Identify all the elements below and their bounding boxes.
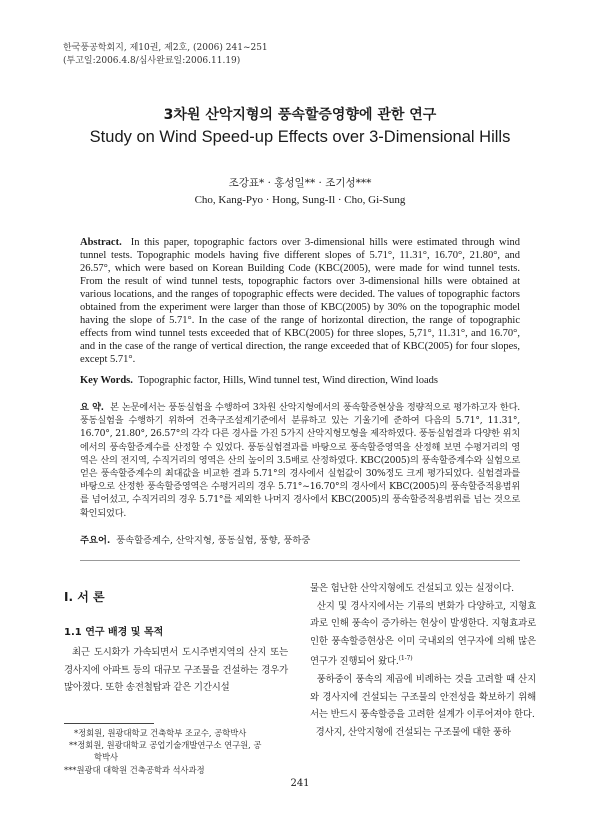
keywords [80,375,520,386]
body-text: 풍하중이 풍속의 제곱에 비례하는 것을 고려할 때 산지와 경사지에 건설되는 구조물의 안전성을 확보하기 위해서는 반드시 풍속할증을 고려한 설계가 이루어져야 한다. [310,674,536,721]
footnote-author-2: **정회원, 원광대학교 공업기술개발연구소 연구원, 공 [69,740,262,751]
keywords-label: Key Words. [80,375,133,386]
right-column [310,580,536,741]
footnote-author-3: ***원광대 대학원 건축공학과 석사과정 [64,764,205,775]
journal-header [63,42,268,68]
body-paragraph [310,671,536,724]
summary-label: 요 약. [80,402,104,413]
korean-keywords-text: 풍속할증계수, 산악지형, 풍동실험, 풍향, 풍하중 [116,535,311,546]
footnotes [64,727,288,776]
korean-authors: 조강표* · 홍성일** · 조기성*** [228,177,372,189]
abstract [80,236,520,366]
body-text: 경사지, 산악지형에 건설되는 구조물에 대한 풍하 [315,726,511,738]
korean-title: 3차원 산악지형의 풍속할증영향에 관한 연구 [163,107,437,123]
section-divider [80,560,520,561]
submission-dates: (투고일:2006.4.8/심사완료일:2006.11.19) [63,56,241,66]
footnote-rule [64,723,154,724]
abstract-text: In this paper, topographic factors over 3-dimensional hills were estimated through wind tunnel tests. Topographic models having five different slopes of 5.71°, 11.31°, 16.70°, 21.80°, and 26.57°, which were based on Korean Building Code (KBC(2005), were made for wind tunnel tests. From the result of wind tunnel tests, topographic factors over 3-dimensional hills were obtained at various locations, and the ranges of topographic effects were decided. The values of topographic factors obtained from the experiment were larger than those of KBC(2005) by 30% on the topographic model having the slope of 5.71°. In the case of the range of horizontal direction, the range of topographic effects from wind tunnel tests exceeded that of KBC(2005) for three slopes, 5,71°, 11.31°, and 16.70°, and in the case of the range of vertical direction, the range exceeded that of KBC(2005) for four slopes, except 5.71°. [80,237,521,365]
page-number: 241 [290,778,310,789]
korean-keywords-label: 주요어. [80,535,111,546]
abstract-label: Abstract. [80,237,122,248]
body-text: 최근 도시화가 가속되면서 도시주변지역의 산지 또는 경사지에 아파트 등의 대규모 구조물을 건설하는 경우가 많아졌다. 또한 송전철탑과 같은 기간시설 [64,647,288,694]
journal-citation: 한국풍공학회지, 제10권, 제2호, (2006) 241~251 [63,43,268,53]
subsection-heading-background: 1.1 연구 배경 및 목적 [64,627,164,638]
body-text: 물은 험난한 산악지형에도 건설되고 있는 실정이다. [310,583,515,594]
body-paragraph [310,724,536,742]
body-paragraph [310,598,536,672]
section-heading-introduction: I. 서 론 [64,590,105,604]
left-column [64,580,288,697]
body-paragraph [310,580,536,598]
reference-marker: (1-7) [398,655,413,663]
footnote-author-2-cont: 학박사 [94,752,119,763]
english-authors: Cho, Kang-Pyo · Hong, Sung-Il · Cho, Gi-Sung [194,194,406,206]
body-text: 산지 및 경사지에서는 기류의 변화가 다양하고, 지형효과로 인해 풍속이 증가하는 현상이 발생한다. 지형효과로 인한 풍속할증현상은 이미 국내외의 연구자에 의해 많은 연구가 진행되어 왔다. [310,600,536,668]
summary-text: 본 논문에서는 풍동실험을 수행하여 3차원 산악지형에서의 풍속할증현상을 정량적으로 평가하고자 한다. 풍동실험을 수행하기 위하여 건축구조설계기준에서 분류하고 있는 기울기에 준하여 다음의 5.71°, 11.31°, 16.70°, 21.80°, 26.57°의 각각 다른 경사를 가진 5가지 산악지형모형을 제작하였다. 풍동실험결과 다양한 위치에서의 풍속할증계수를 산정할 수 있었다. 풍동실험결과를 바탕으로 풍속할증영역을 산정해 보면 수평거리의 영역은 산의 전지역, 수직거리의 영역은 산의 높이의 3.5배로 산정하였다. KBC(2005)의 풍속할증계수와 실험으로 얻은 풍속할증계수의 최대값을 비교한 결과 5.71°의 경사에서 실험값이 30%정도 크게 평가되었다. 실험결과를 바탕으로 산정한 풍속할증영역은 수평거리의 경우 5.71°~16.70°의 경사에서 KBC(2005)의 풍속할증적용범위를 넘어섰고, 수직거리의 경우 5.71°를 제외한 나머지 경사에서 KBC(2005)의 풍속할증적용범위를 넘는 것으로 확인되었다. [80,402,520,519]
footnote-author-1: *정회원, 원광대학교 건축학부 조교수, 공학박사 [74,728,247,738]
korean-summary [80,401,520,520]
korean-keywords [80,532,520,546]
body-paragraph [64,644,288,697]
keywords-text: Topographic factor, Hills, Wind tunnel test, Wind direction, Wind loads [137,375,438,386]
english-title: Study on Wind Speed-up Effects over 3-Dimensional Hills [89,128,511,146]
